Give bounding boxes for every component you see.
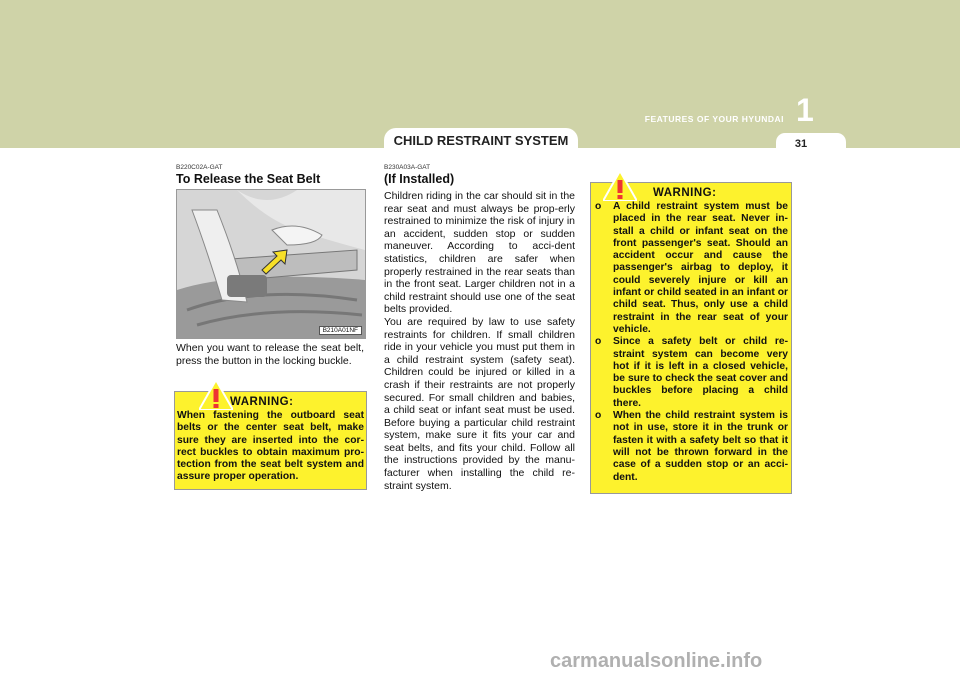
- warning-title: WARNING:: [653, 187, 717, 199]
- chapter-number: 1: [796, 92, 814, 128]
- bullet: o: [595, 336, 602, 348]
- header-band: [0, 0, 960, 148]
- list-item: [595, 336, 788, 410]
- page-number: 31: [794, 138, 808, 150]
- warning-exclamation-icon: [603, 171, 637, 201]
- middle-column: [384, 164, 575, 492]
- bullet: o: [595, 410, 602, 422]
- seat-belt-warning-box: [174, 391, 367, 490]
- watermark: carmanualsonline.info: [550, 650, 763, 672]
- child-restraint-warning-box: [590, 182, 792, 494]
- warning-exclamation-icon: [199, 380, 233, 410]
- section-heading: To Release the Seat Belt: [176, 172, 321, 186]
- chapter-label: FEATURES OF YOUR HYUNDAI: [644, 114, 784, 124]
- list-item-text: A child restraint system must be placed in the rear seat. Never in-stall a child or infant seat on the front passenger's seat. Should an accident occur and cause the passenger's airbag to deploy, it could severely injure or kill an infant or child seated in an infant or child seat. Thus, only use a child restraint in the rear seat of your vehicle.: [613, 201, 788, 335]
- release-instructions: When you want to release the seat belt, press the button in the locking buckle.: [176, 342, 364, 367]
- paragraph: You are required by law to use safety restraints for children. If small children ride in your vehicle you must put them in a child restraint system (safety seat). Children could be injured or killed in a crash if their restraints are not properly secured. For small children and babies, a child seat or infant seat must be used. Before buying a particular child restraint system, make sure it fits your car and seat belts, and fits your child. Follow all the instructions provided by the manu-facturer when installing the child re-straint system.: [384, 315, 575, 492]
- warning-text: When fastening the outboard seat belts or the center seat belt, make sure they are inserted into the cor-rect buckles to obtain maximum pro-tection from the seat belt system and assure proper operation.: [177, 410, 364, 483]
- list-item: [595, 201, 788, 336]
- list-item: [595, 410, 788, 484]
- left-column-header: [176, 164, 364, 186]
- section-heading: (If Installed): [384, 172, 455, 186]
- list-item-text: When the child restraint system is not in use, store it in the trunk or fasten it with a safety belt so that it will not be thrown forward in the case of a sudden stop or an acci-dent.: [613, 410, 788, 483]
- warning-title: WARNING:: [230, 396, 294, 408]
- section-code: B220C02A-GAT: [176, 164, 223, 171]
- section-title: CHILD RESTRAINT SYSTEM: [393, 133, 569, 148]
- seat-belt-release-photo: [176, 189, 366, 339]
- image-code: B210A01NF: [319, 326, 362, 335]
- paragraph: Children riding in the car should sit in the rear seat and must always be prop-erly restrained to minimize the risk of injury in an accident, sudden stop or sudden maneuver. According to acci-dent statistics, children are safer when properly restrained in the rear seats than in the front seat. Larger children not in a child restraint should use one of the seat belts provided.: [384, 190, 575, 316]
- warning-list: [595, 201, 788, 484]
- list-item-text: Since a safety belt or child re-straint system can become very hot if it is left in a closed vehicle, be sure to check the seat cover and buckles before placing a child there.: [613, 336, 788, 409]
- section-code: B230A03A-GAT: [384, 164, 431, 171]
- seat-belt-illustration: [177, 190, 365, 338]
- bullet: o: [595, 201, 602, 212]
